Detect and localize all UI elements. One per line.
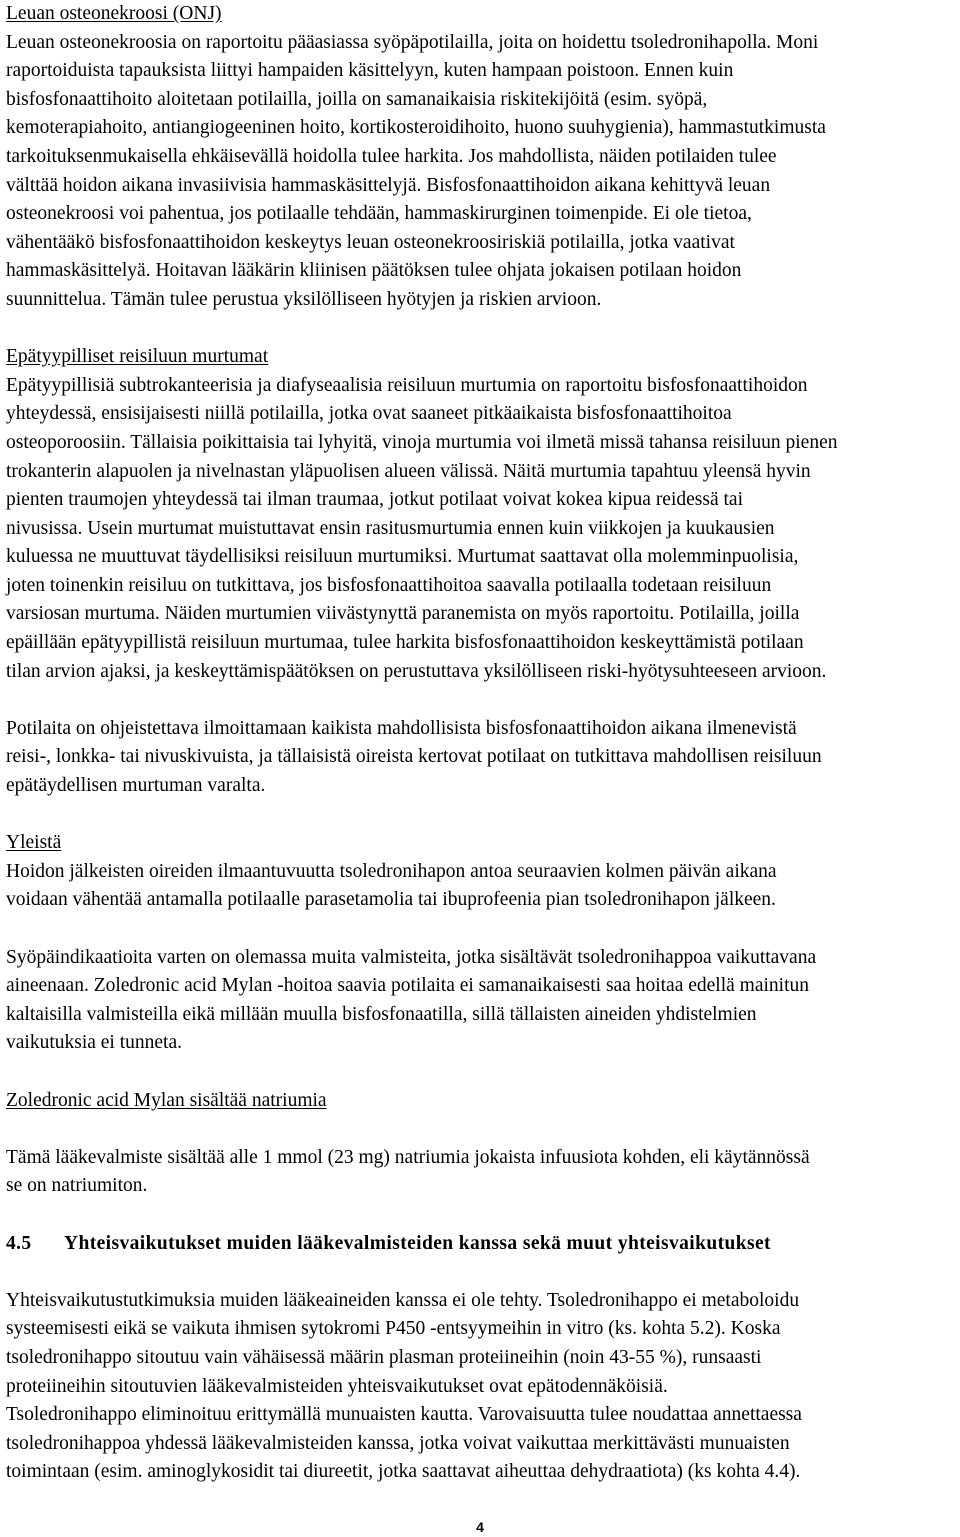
text-line: varsiosan murtuma. Näiden murtumien viivästynyttä paranemista on myös raportoitu. Potilailla, joilla — [6, 603, 800, 625]
text-line: raportoiduista tapauksista liittyi hampaiden käsittelyyn, kuten hampaan poistoon. Ennen kuin — [6, 60, 734, 82]
page-number: 4 — [476, 1519, 484, 1535]
paragraph-atypical-fractures — [6, 372, 950, 687]
text-line: Tämä lääkevalmiste sisältää alle 1 mmol (23 mg) natriumia jokaista infuusiota kohden, eli käytännössä — [6, 1146, 810, 1168]
text-line: systeemisesti eikä se vaikuta ihmisen sytokromi P450 -entsyymeihin in vitro (ks. kohta 5.2). Koska — [6, 1318, 781, 1340]
text-line: epätäydellisen murtuman varalta. — [6, 775, 266, 797]
text-line: Potilaita on ohjeistettava ilmoittamaan kaikista mahdollisista bisfosfonaattihoidon aikana ilmenevistä — [6, 717, 797, 739]
text-line: toimintaan (esim. aminoglykosidit tai diureetit, jotka saattavat aiheuttaa dehydraatiota) (ks kohta 4.4). — [6, 1461, 801, 1483]
text-line: aineenaan. Zoledronic acid Mylan -hoitoa saavia potilaita ei samanaikaisesti saa hoitaa edellä mainitun — [6, 975, 809, 997]
document-page — [6, 0, 950, 1487]
text-line: Leuan osteonekroosia on raportoitu pääasiassa syöpäpotilailla, joita on hoidettu tsoledronihapolla. Moni — [6, 31, 819, 53]
text-line: bisfosfonaattihoito aloitetaan potilailla, joilla on samanaikaisia riskitekijöitä (esim. syöpä, — [6, 88, 708, 110]
text-line: Tsoledronihappo eliminoituu erittymällä munuaisten kautta. Varovaisuutta tulee noudattaa annettaessa — [6, 1404, 802, 1426]
text-line: tsoledronihappoa yhdessä lääkevalmisteiden kanssa, jotka voivat vaikuttaa merkittävästi munuaisten — [6, 1432, 790, 1454]
text-line: vähentääkö bisfosfonaattihoidon keskeytys leuan osteonekroosiriskiä potilailla, jotka vaativat — [6, 231, 735, 253]
text-line: Hoidon jälkeisten oireiden ilmaantuvuutta tsoledronihapon antoa seuraavien kolmen päivän aikana — [6, 860, 777, 882]
text-line: epäillään epätyypillistä reisiluun murtumaa, tulee harkita bisfosfonaattihoidon keskeyttämistä potilaan — [6, 632, 804, 654]
section-heading-4-5 — [6, 1230, 950, 1259]
paragraph-other-preparations — [6, 944, 950, 1058]
text-line: Syöpäindikaatioita varten on olemassa muita valmisteita, jotka sisältävät tsoledronihappoa vaikuttavana — [6, 946, 817, 968]
text-line: kaltaisilla valmisteilla eikä millään muulla bisfosfonaatilla, sillä tällaisten aineiden yhdistelmien — [6, 1003, 757, 1025]
text-line: yhteydessä, ensisijaisesti niillä potilailla, jotka ovat saaneet pitkäaikaista bisfosfonaattihoitoa — [6, 403, 732, 425]
text-line: proteiineihin sitoutuvien lääkevalmisteiden yhteisvaikutukset ovat epätodennäköisiä. — [6, 1375, 668, 1397]
text-line: se on natriumiton. — [6, 1175, 148, 1197]
text-line: Yhteisvaikutustutkimuksia muiden lääkeaineiden kanssa ei ole tehty. Tsoledronihappo ei metaboloidu — [6, 1289, 800, 1311]
paragraph-patient-instructions — [6, 715, 950, 801]
paragraph-onj — [6, 29, 950, 315]
text-line: osteonekroosi voi pahentua, jos potilaalle tehdään, hammaskirurginen toimenpide. Ei ole tietoa, — [6, 203, 752, 225]
paragraph-interactions — [6, 1287, 950, 1487]
text-line: joten toinenkin reisiluu on tutkittava, jos bisfosfonaattihoitoa saavalla potilaalla todetaan reisiluun — [6, 574, 772, 596]
heading-sodium: Zoledronic acid Mylan sisältää natriumia — [6, 1089, 327, 1111]
text-line: osteoporoosiin. Tällaisia poikittaisia tai lyhyitä, vinoja murtumia voi ilmetä missä tahansa reisiluun pienen — [6, 431, 838, 453]
paragraph-general — [6, 858, 950, 915]
section-title: Yhteisvaikutukset muiden lääkevalmisteiden kanssa sekä muut yhteisvaikutukset — [64, 1232, 771, 1254]
text-line: nivusissa. Usein murtumat muistuttavat ensin rasitusmurtumia ennen kuin viikkojen ja kuukausien — [6, 517, 775, 539]
text-line: pienten traumojen yhteydessä tai ilman traumaa, jotkut potilaat voivat kokea kipua reidessä tai — [6, 489, 743, 511]
text-line: tarkoituksenmukaisella ehkäisevällä hoidolla tulee harkita. Jos mahdollista, näiden potilaiden tulee — [6, 145, 777, 167]
text-line: kuluessa ne muuttuvat täydellisiksi reisiluun murtumiksi. Murtumat saattavat olla molemminpuolisia, — [6, 546, 799, 568]
text-line: Epätyypillisiä subtrokanteerisia ja diafyseaalisia reisiluun murtumia on raportoitu bisfosfonaattihoidon — [6, 374, 808, 396]
text-line: välttää hoidon aikana invasiivisia hammaskäsittelyjä. Bisfosfonaattihoidon aikana kehittyvä leuan — [6, 174, 771, 196]
text-line: tilan arvion ajaksi, ja keskeyttämispäätöksen on perustuttava yksilölliseen riski-hyötysuhteeseen arvioon. — [6, 660, 827, 682]
text-line: vaikutuksia ei tunneta. — [6, 1032, 182, 1054]
text-line: voidaan vähentää antamalla potilaalle parasetamolia tai ibuprofeenia pian tsoledronihapon jälkeen. — [6, 889, 776, 911]
text-line: hammaskäsittelyä. Hoitavan lääkärin kliinisen päätöksen tulee ohjata jokaisen potilaan hoidon — [6, 260, 742, 282]
paragraph-sodium — [6, 1144, 950, 1201]
text-line: suunnittelua. Tämän tulee perustua yksilölliseen hyötyjen ja riskien arvioon. — [6, 288, 602, 310]
text-line: kemoterapiahoito, antiangiogeeninen hoito, kortikosteroidihoito, huono suuhygienia), hammastutkimusta — [6, 117, 826, 139]
section-number: 4.5 — [6, 1232, 32, 1254]
heading-general: Yleistä — [6, 832, 62, 854]
text-line: tsoledronihappo sitoutuu vain vähäisessä määrin plasman proteiineihin (noin 43-55 %), runsaasti — [6, 1346, 762, 1368]
text-line: reisi-, lonkka- tai nivuskivuista, ja tällaisistä oireista kertovat potilaat on tutkittava mahdollisen reisiluun — [6, 746, 822, 768]
text-line: trokanterin alapuolen ja nivelnastan yläpuolisen alueen välissä. Näitä murtumia tapahtuu yleensä hyvin — [6, 460, 811, 482]
heading-onj: Leuan osteonekroosi (ONJ) — [6, 3, 222, 24]
heading-atypical-fractures: Epätyypilliset reisiluun murtumat — [6, 346, 269, 368]
